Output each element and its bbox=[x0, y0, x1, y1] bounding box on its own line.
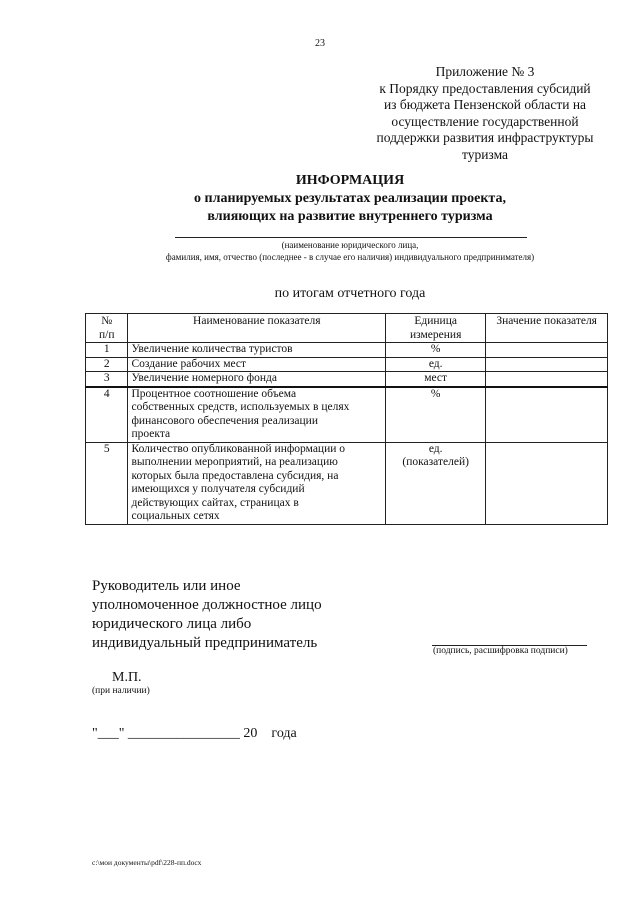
cell-num: 3 bbox=[86, 372, 128, 387]
cell-line: проекта bbox=[131, 428, 171, 440]
cell-unit: % bbox=[386, 387, 486, 443]
footer-file-path: c:\мои документы\pdf\228-пп.docx bbox=[92, 858, 202, 867]
cell-value bbox=[486, 357, 608, 372]
table-row bbox=[86, 372, 608, 387]
header-num bbox=[86, 314, 128, 343]
table-row bbox=[86, 343, 608, 358]
cell-value bbox=[486, 372, 608, 387]
appendix-line: из бюджета Пензенской области на bbox=[383, 97, 587, 112]
cell-num: 1 bbox=[86, 343, 128, 358]
appendix-line: осуществление государственной bbox=[391, 113, 579, 129]
date-line: "___" ________________ 20 года bbox=[92, 726, 297, 741]
cell-name bbox=[128, 442, 386, 524]
appendix-line: к Порядку предоставления субсидий bbox=[379, 80, 591, 96]
table-row bbox=[86, 387, 608, 443]
header-name: Наименование показателя bbox=[128, 314, 386, 343]
reporting-period: по итогам отчетного года bbox=[274, 286, 426, 301]
cell-value bbox=[486, 387, 608, 443]
appendix-line: поддержки развития инфраструктуры bbox=[376, 130, 594, 145]
title-subheading: влияющих на развитие внутреннего туризма bbox=[207, 209, 493, 224]
cell-name bbox=[128, 387, 386, 443]
cell-name: Увеличение номерного фонда bbox=[128, 372, 386, 387]
cell-line: имеющихся у получателя субсидий bbox=[131, 483, 305, 495]
table-row bbox=[86, 442, 608, 524]
cell-num: 5 bbox=[86, 442, 128, 524]
cell-unit bbox=[386, 442, 486, 524]
title-heading: ИНФОРМАЦИЯ bbox=[295, 173, 405, 188]
cell-name: Создание рабочих мест bbox=[128, 357, 386, 372]
cell-line: Количество опубликованной информации о bbox=[131, 442, 346, 455]
cell-value bbox=[486, 343, 608, 358]
cell-line: Процентное соотношение объема bbox=[131, 387, 297, 400]
cell-line: социальных сетях bbox=[131, 510, 220, 522]
header-text: п/п bbox=[98, 328, 115, 341]
title-subheading: о планируемых результатах реализации проекта, bbox=[194, 191, 506, 206]
entity-caption bbox=[0, 240, 640, 263]
signatory-line: уполномоченное должностное лицо bbox=[92, 597, 322, 613]
stamp-note: (при наличии) bbox=[92, 686, 150, 696]
appendix-line: туризма bbox=[461, 146, 509, 162]
cell-value bbox=[486, 442, 608, 524]
cell-name: Увеличение количества туристов bbox=[128, 343, 386, 358]
header-text: № bbox=[101, 315, 113, 327]
cell-line: действующих сайтах, страницах в bbox=[131, 496, 299, 509]
table-row bbox=[86, 357, 608, 372]
entity-name-line bbox=[175, 237, 527, 238]
document-title bbox=[0, 172, 640, 226]
header-text: измерения bbox=[409, 328, 462, 341]
cell-unit: ед. bbox=[386, 357, 486, 372]
signature-caption: (подпись, расшифровка подписи) bbox=[433, 646, 568, 656]
page-number: 23 bbox=[315, 38, 325, 49]
header-value: Значение показателя bbox=[486, 314, 608, 343]
indicators-table bbox=[85, 313, 608, 525]
cell-unit: % bbox=[386, 343, 486, 358]
table-header-row bbox=[86, 314, 608, 343]
cell-line: (показателей) bbox=[402, 456, 469, 468]
cell-line: выполнении мероприятий, на реализацию bbox=[131, 456, 338, 468]
cell-num: 4 bbox=[86, 387, 128, 443]
header-unit bbox=[386, 314, 486, 343]
stamp-label: М.П. bbox=[112, 670, 142, 685]
signatory-block bbox=[92, 577, 322, 653]
cell-num: 2 bbox=[86, 357, 128, 372]
signatory-line: индивидуальный предприниматель bbox=[92, 635, 318, 651]
signatory-line: юридического лица либо bbox=[92, 616, 252, 632]
appendix-line: Приложение № 3 bbox=[435, 64, 535, 79]
cell-line: финансового обеспечения реализации bbox=[131, 414, 318, 427]
cell-line: собственных средств, используемых в целях bbox=[131, 401, 350, 413]
signatory-line: Руководитель или иное bbox=[92, 578, 241, 594]
caption-line: фамилия, имя, отчество (последнее - в случае его наличия) индивидуального предпринимателя) bbox=[165, 251, 535, 262]
cell-unit: мест bbox=[386, 372, 486, 387]
appendix-reference bbox=[365, 64, 605, 163]
header-text: Единица bbox=[414, 315, 457, 327]
cell-line: ед. bbox=[428, 442, 443, 455]
cell-line: которых была предоставлена субсидия, на bbox=[131, 469, 339, 482]
caption-line: (наименование юридического лица, bbox=[281, 240, 419, 250]
